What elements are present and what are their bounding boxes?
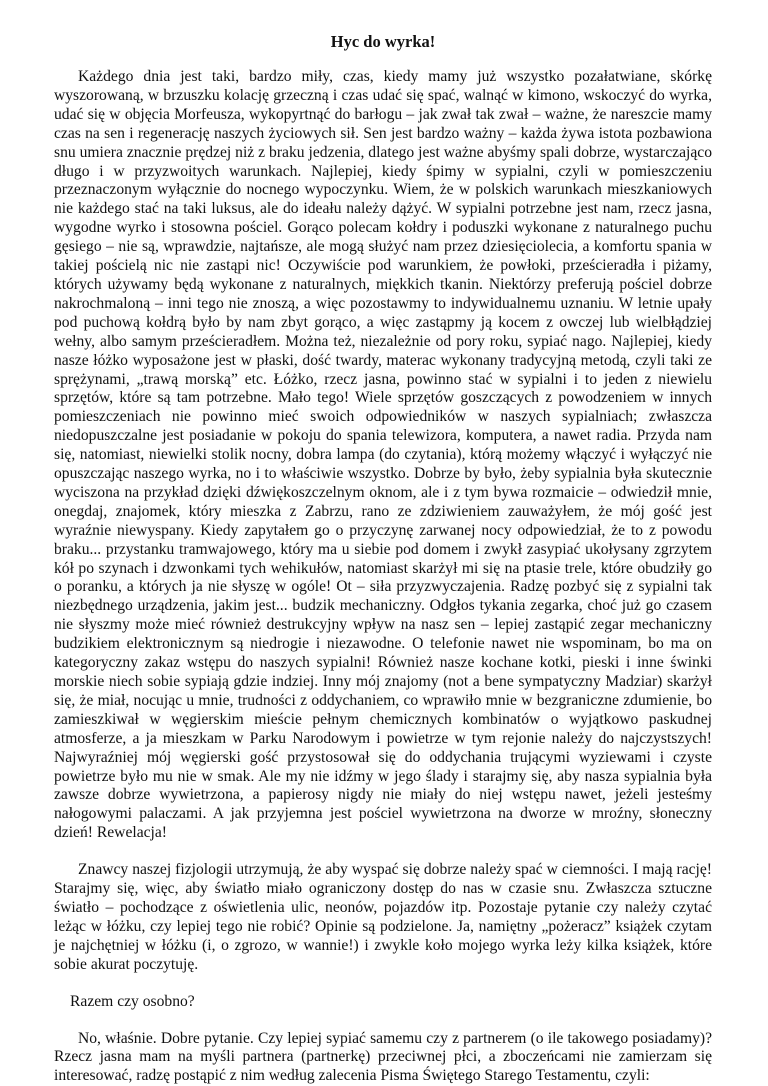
document-page [54, 32, 712, 1086]
paragraph-spacer [54, 843, 712, 861]
body-paragraph: Każdego dnia jest taki, bardzo miły, czas, kiedy mamy już wszystko pozałatwiane, skórkę wyszorowaną, w brzuszku kolację grzeczną i czas udać się spać, walnąć w kimono, wskoczyć do wyrka, udać się w objęcia Morfeusza, wykopyrtnąć do barłogu – jak zwał tak zwał – ważne, że nareszcie mamy czas na sen i regenerację naszych życiowych sił. Sen jest bardzo ważny – każda żywa istota pozbawiona snu umiera znacznie prędzej niż z braku jedzenia, dlatego jest ważne abyśmy spali dobrze, wystarczająco długo i w przyzwoitych warunkach. Najlepiej, kiedy śpimy w sypialni, czyli w pomieszczeniu przeznaczonym wyłącznie do nocnego wypoczynku. Wiem, że w polskich warunkach mieszkaniowych nie każdego stać na taki luksus, ale do ideału należy dążyć. W sypialni potrzebne jest nam, rzecz jasna, wygodne wyrko i stosowna pościel. Gorąco polecam kołdry i poduszki wykonane z naturalnego puchu gęsiego – nie są, wprawdzie, najtańsze, ale mogą służyć nam przez dziesięciolecia, a komfortu spania w takiej pościelą nic nie zastąpi nic! Oczywiście pod warunkiem, że powłoki, prześcieradła i piżamy, których używamy będą wykonane z naturalnych, miękkich tkanin. Niektórzy preferują pościel dobrze nakrochmaloną – inni tego nie znoszą, a więc pozostawmy to indywidualnemu uznaniu. W letnie upały pod puchową kołdrą było by nam zbyt gorąco, a więc zastąpmy ją kocem z owczej lub wielbłądziej wełny, albo samym prześcieradłem. Można też, niezależnie od pory roku, sypiać nago. Najlepiej, kiedy nasze łóżko wyposażone jest w płaski, dość twardy, materac wykonany tradycyjną metodą, czyli taki ze sprężynami, „trawą morską” etc. Łóżko, rzecz jasna, powinno stać w sypialni i to jeden z niewielu sprzętów, które są tam potrzebne. Mało tego! Wiele sprzętów goszczących z powodzeniem w innych pomieszczeniach nie powinno mieć swoich odpowiedników w naszych sypialniach; zwłaszcza niedopuszczalne jest posiadanie w pokoju do spania telewizora, komputera, a nawet radia. Przyda nam się, natomiast, niewielki stolik nocny, dobra lampa (do czytania), którą możemy włączyć i wyłączyć nie opuszczając naszego wyrka, no i to właściwie wszystko. Dobrze by było, żeby sypialnia była skutecznie wyciszona na przykład dzięki dźwiękoszczelnym oknom, ale i z tym bywa rozmaicie – odwiedził mnie, onegdaj, znajomek, który mieszka z Zabrzu, rano ze zdziwieniem zauważyłem, że mój gość jest wyraźnie niewyspany. Kiedy zapytałem go o przyczynę zarwanej nocy odpowiedział, że to z powodu braku... przystanku tramwajowego, który ma u siebie pod domem i zwykł zasypiać ukołysany zgrzytem kół po szynach i dzwonkami tych wehikułów, natomiast skarżył mi się na ptasie trele, które obudziły go o poranku, a których ja nie słyszę w ogóle! Ot – siła przyzwyczajenia. Radzę pozbyć się z sypialni tak niezbędnego urządzenia, jakim jest... budzik mechaniczny. Odgłos tykania zegarka, choć już go czasem nie słyszmy może mieć również destrukcyjny wpływ na nasz sen – lepiej zastąpić zegar mechaniczny budzikiem elektronicznym są niedrogie i niezawodne. O telefonie nawet nie wspominam, bo ma on kategoryczny zakaz wstępu do naszych sypialni! Również nasze kochane kotki, pieski i inne świnki morskie niech sobie sypiają gdzie indziej. Inny mój znajomy (not a bene sympatyczny Madziar) skarżył się, że miał, nocując u mnie, trudności z oddychaniem, co wprawiło mnie w bezgraniczne zdumienie, bo zamieszkiwał w węgierskim mieście pełnym chemicznych kombinatów o wyjątkowo paskudnej atmosferze, a ja mieszkam w Parku Narodowym i powietrze w tym rejonie należy do najczystszych! Najwyraźniej mój węgierski gość przystosował się do oddychania trującymi wyziewami i czyste powietrze było mu nie w smak. Ale my nie idźmy w jego ślady i starajmy się, aby nasza sypialnia była zawsze dobrze wywietrzona, a papierosy nigdy nie miały do niej wstępu nawet, jeżeli jesteśmy nałogowymi palaczami. A jak przyjemna jest pościel wywietrzona na dworze w mroźny, słoneczny dzień! Rewelacja! [54, 68, 712, 843]
body-paragraph: No, właśnie. Dobre pytanie. Czy lepiej sypiać samemu czy z partnerem (o ile takowego posiadamy)? Rzecz jasna mam na myśli partnera (partnerkę) przeciwnej płci, a zboczeńcami nie zamierzam się interesować, radzę postąpić z nim według zalecenia Pisma Świętego Starego Testamentu, czyli: [54, 1030, 712, 1086]
body-paragraph: Znawcy naszej fizjologii utrzymują, że aby wyspać się dobrze należy spać w ciemności. I mają rację! Starajmy się, więc, aby światło miało ograniczony dostęp do nas w czasie snu. Zwłaszcza sztuczne światło – pochodzące z oświetlenia ulic, neonów, pojazdów itp. Pozostaje pytanie czy należy czytać leżąc w łóżku, czy lepiej tego nie robić? Opinie są podzielone. Ja, namiętny „pożeracz” książek czytam je najchętniej w łóżku (i, o zgrozo, w wannie!) i zwykle koło mojego wyrka leży kilka książek, które sobie akurat poczytuję. [54, 861, 712, 974]
document-title: Hyc do wyrka! [54, 32, 712, 52]
paragraph-spacer [54, 975, 712, 993]
section-heading: Razem czy osobno? [54, 993, 712, 1012]
paragraph-spacer [54, 1012, 712, 1030]
